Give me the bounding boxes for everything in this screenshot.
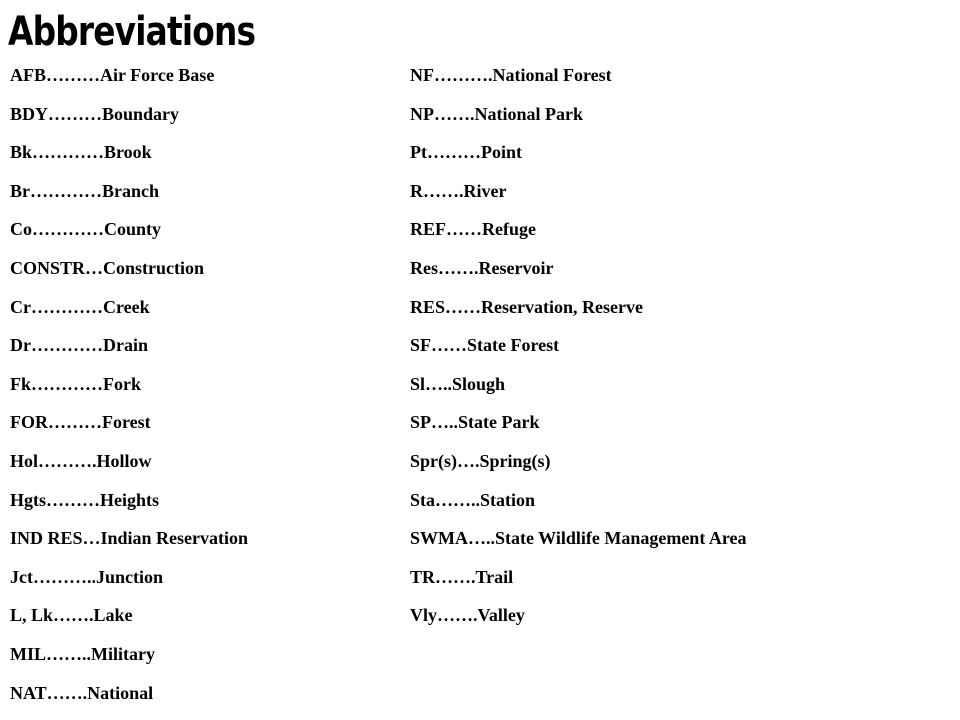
abbreviations-right-column — [410, 62, 746, 641]
abbreviation-entry: Spr(s)….Spring(s) — [410, 450, 551, 471]
abbreviation-entry: L, Lk…….Lake — [10, 605, 133, 626]
abbreviation-entry: NAT…….National — [10, 682, 154, 703]
abbreviation-entry: SWMA…..State Wildlife Management Area — [410, 528, 747, 549]
abbreviation-entry: TR…….Trail — [410, 566, 514, 587]
abbreviation-entry: Vly…….Valley — [410, 605, 525, 626]
abbreviation-entry: CONSTR…Construction — [10, 257, 205, 278]
abbreviation-entry: AFB………Air Force Base — [10, 65, 215, 85]
abbreviation-entry: MIL……..Military — [10, 643, 155, 664]
abbreviation-entry: R…….River — [410, 180, 507, 201]
abbreviation-entry: Hol……….Hollow — [10, 450, 152, 471]
abbreviation-entry: FOR………Forest — [10, 412, 151, 433]
abbreviation-entry: Co…………County — [10, 219, 162, 240]
abbreviation-entry: Res…….Reservoir — [410, 257, 554, 278]
page-title: Abbreviations — [8, 9, 256, 55]
abbreviation-entry: SF……State Forest — [410, 335, 560, 356]
abbreviation-entry: Hgts………Heights — [10, 489, 160, 510]
abbreviation-entry: IND RES…Indian Reservation — [10, 528, 249, 549]
abbreviation-entry: Dr…………Drain — [10, 335, 148, 356]
abbreviation-entry: NF……….National Forest — [410, 65, 612, 85]
abbreviations-left-column — [10, 62, 248, 718]
abbreviation-entry: Sta……..Station — [410, 489, 536, 510]
abbreviation-entry: Br…………Branch — [10, 180, 160, 201]
abbreviation-entry: RES……Reservation, Reserve — [410, 296, 643, 317]
abbreviation-entry: Cr…………Creek — [10, 296, 150, 317]
abbreviation-entry: NP…….National Park — [410, 103, 583, 124]
abbreviation-entry: Sl…..Slough — [410, 373, 506, 394]
abbreviation-entry: SP…..State Park — [410, 412, 540, 433]
abbreviation-entry: Bk…………Brook — [10, 142, 152, 163]
abbreviation-entry: Fk…………Fork — [10, 373, 142, 394]
abbreviation-entry: BDY………Boundary — [10, 103, 180, 124]
abbreviation-entry: REF……Refuge — [410, 219, 536, 240]
abbreviation-entry: Jct………..Junction — [10, 566, 163, 587]
abbreviation-entry: Pt………Point — [410, 142, 522, 163]
